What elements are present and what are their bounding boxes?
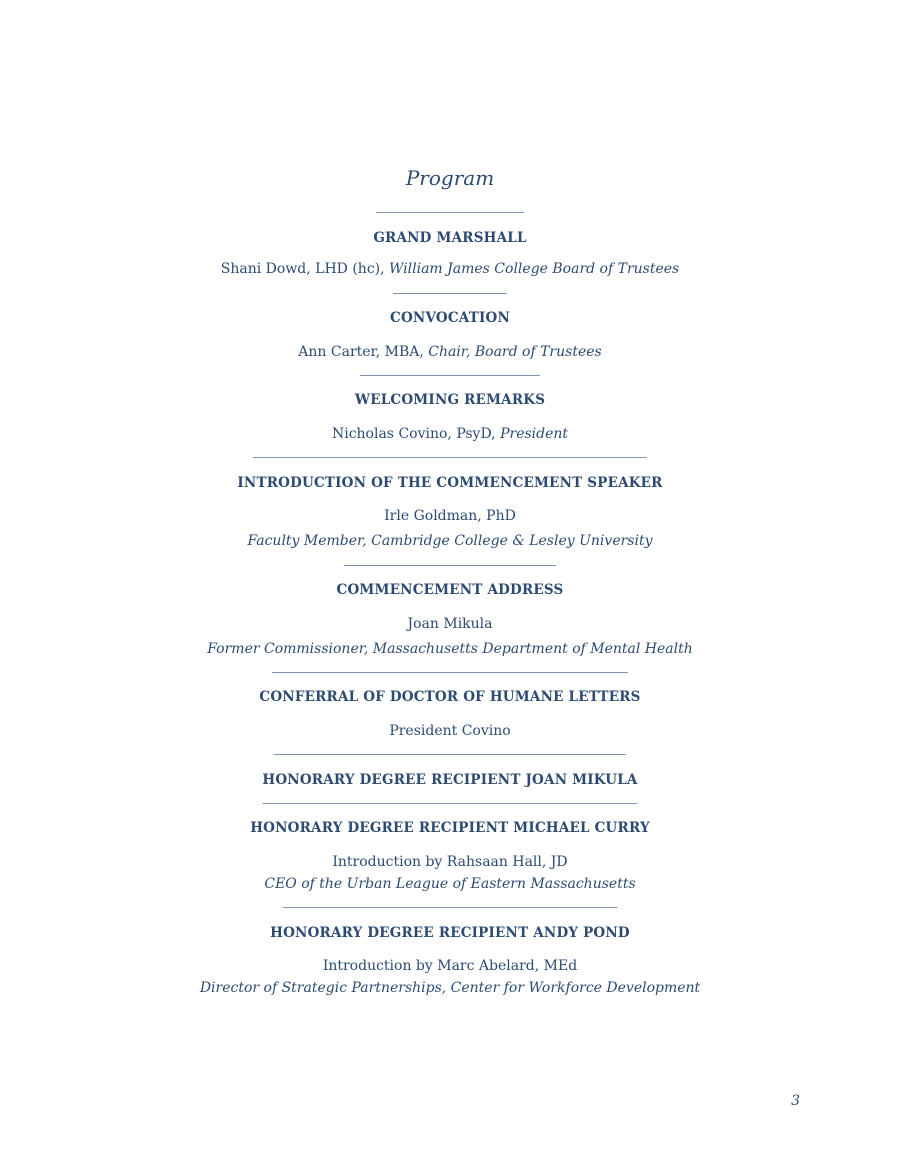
divider xyxy=(272,672,628,673)
page-number: 3 xyxy=(791,1093,800,1109)
person-name: Joan Mikula xyxy=(407,616,493,632)
person-name: Introduction by Marc Abelard, MEd xyxy=(322,958,578,974)
person-name: President Covino xyxy=(389,723,511,739)
person-role: Director of Strategic Partnerships, Center for Workforce Development xyxy=(199,980,701,996)
person-name: Irle Goldman, PhD xyxy=(384,508,516,524)
divider xyxy=(376,212,524,213)
grand-marshall-line xyxy=(0,261,900,277)
divider xyxy=(253,457,647,458)
divider xyxy=(274,754,626,755)
section-heading-conferral: CONFERRAL OF DOCTOR OF HUMANE LETTERS xyxy=(259,689,641,705)
person-name: Introduction by Rahsaan Hall, JD xyxy=(332,854,568,870)
person-role: Faculty Member, Cambridge College & Lesley University xyxy=(247,533,653,549)
section-heading-welcoming-remarks: WELCOMING REMARKS xyxy=(354,392,546,408)
person-role: William James College Board of Trustees xyxy=(389,261,680,277)
person-role: Former Commissioner, Massachusetts Department of Mental Health xyxy=(207,641,693,657)
divider xyxy=(344,565,556,566)
divider xyxy=(360,375,540,376)
person-role: CEO of the Urban League of Eastern Massachusetts xyxy=(264,876,636,892)
section-heading-honorary-andy-pond: HONORARY DEGREE RECIPIENT ANDY POND xyxy=(270,925,630,941)
person-name: Shani Dowd, LHD (hc), xyxy=(220,261,390,277)
person-name: Ann Carter, MBA, xyxy=(298,344,429,360)
person-role: President xyxy=(500,426,569,442)
divider xyxy=(263,803,637,804)
page-title: Program xyxy=(405,166,495,190)
person-name: Nicholas Covino, PsyD, xyxy=(331,426,501,442)
section-heading-honorary-joan-mikula: HONORARY DEGREE RECIPIENT JOAN MIKULA xyxy=(262,772,638,788)
section-heading-honorary-michael-curry: HONORARY DEGREE RECIPIENT MICHAEL CURRY xyxy=(250,820,650,836)
person-role: Chair, Board of Trustees xyxy=(428,344,602,360)
convocation-line xyxy=(0,344,900,360)
section-heading-commencement-address: COMMENCEMENT ADDRESS xyxy=(336,582,564,598)
divider xyxy=(393,293,507,294)
divider xyxy=(283,907,617,908)
section-heading-speaker-introduction: INTRODUCTION OF THE COMMENCEMENT SPEAKER xyxy=(237,475,663,491)
section-heading-grand-marshall: GRAND MARSHALL xyxy=(373,230,527,246)
welcoming-remarks-line xyxy=(0,426,900,442)
section-heading-convocation: CONVOCATION xyxy=(390,310,510,326)
